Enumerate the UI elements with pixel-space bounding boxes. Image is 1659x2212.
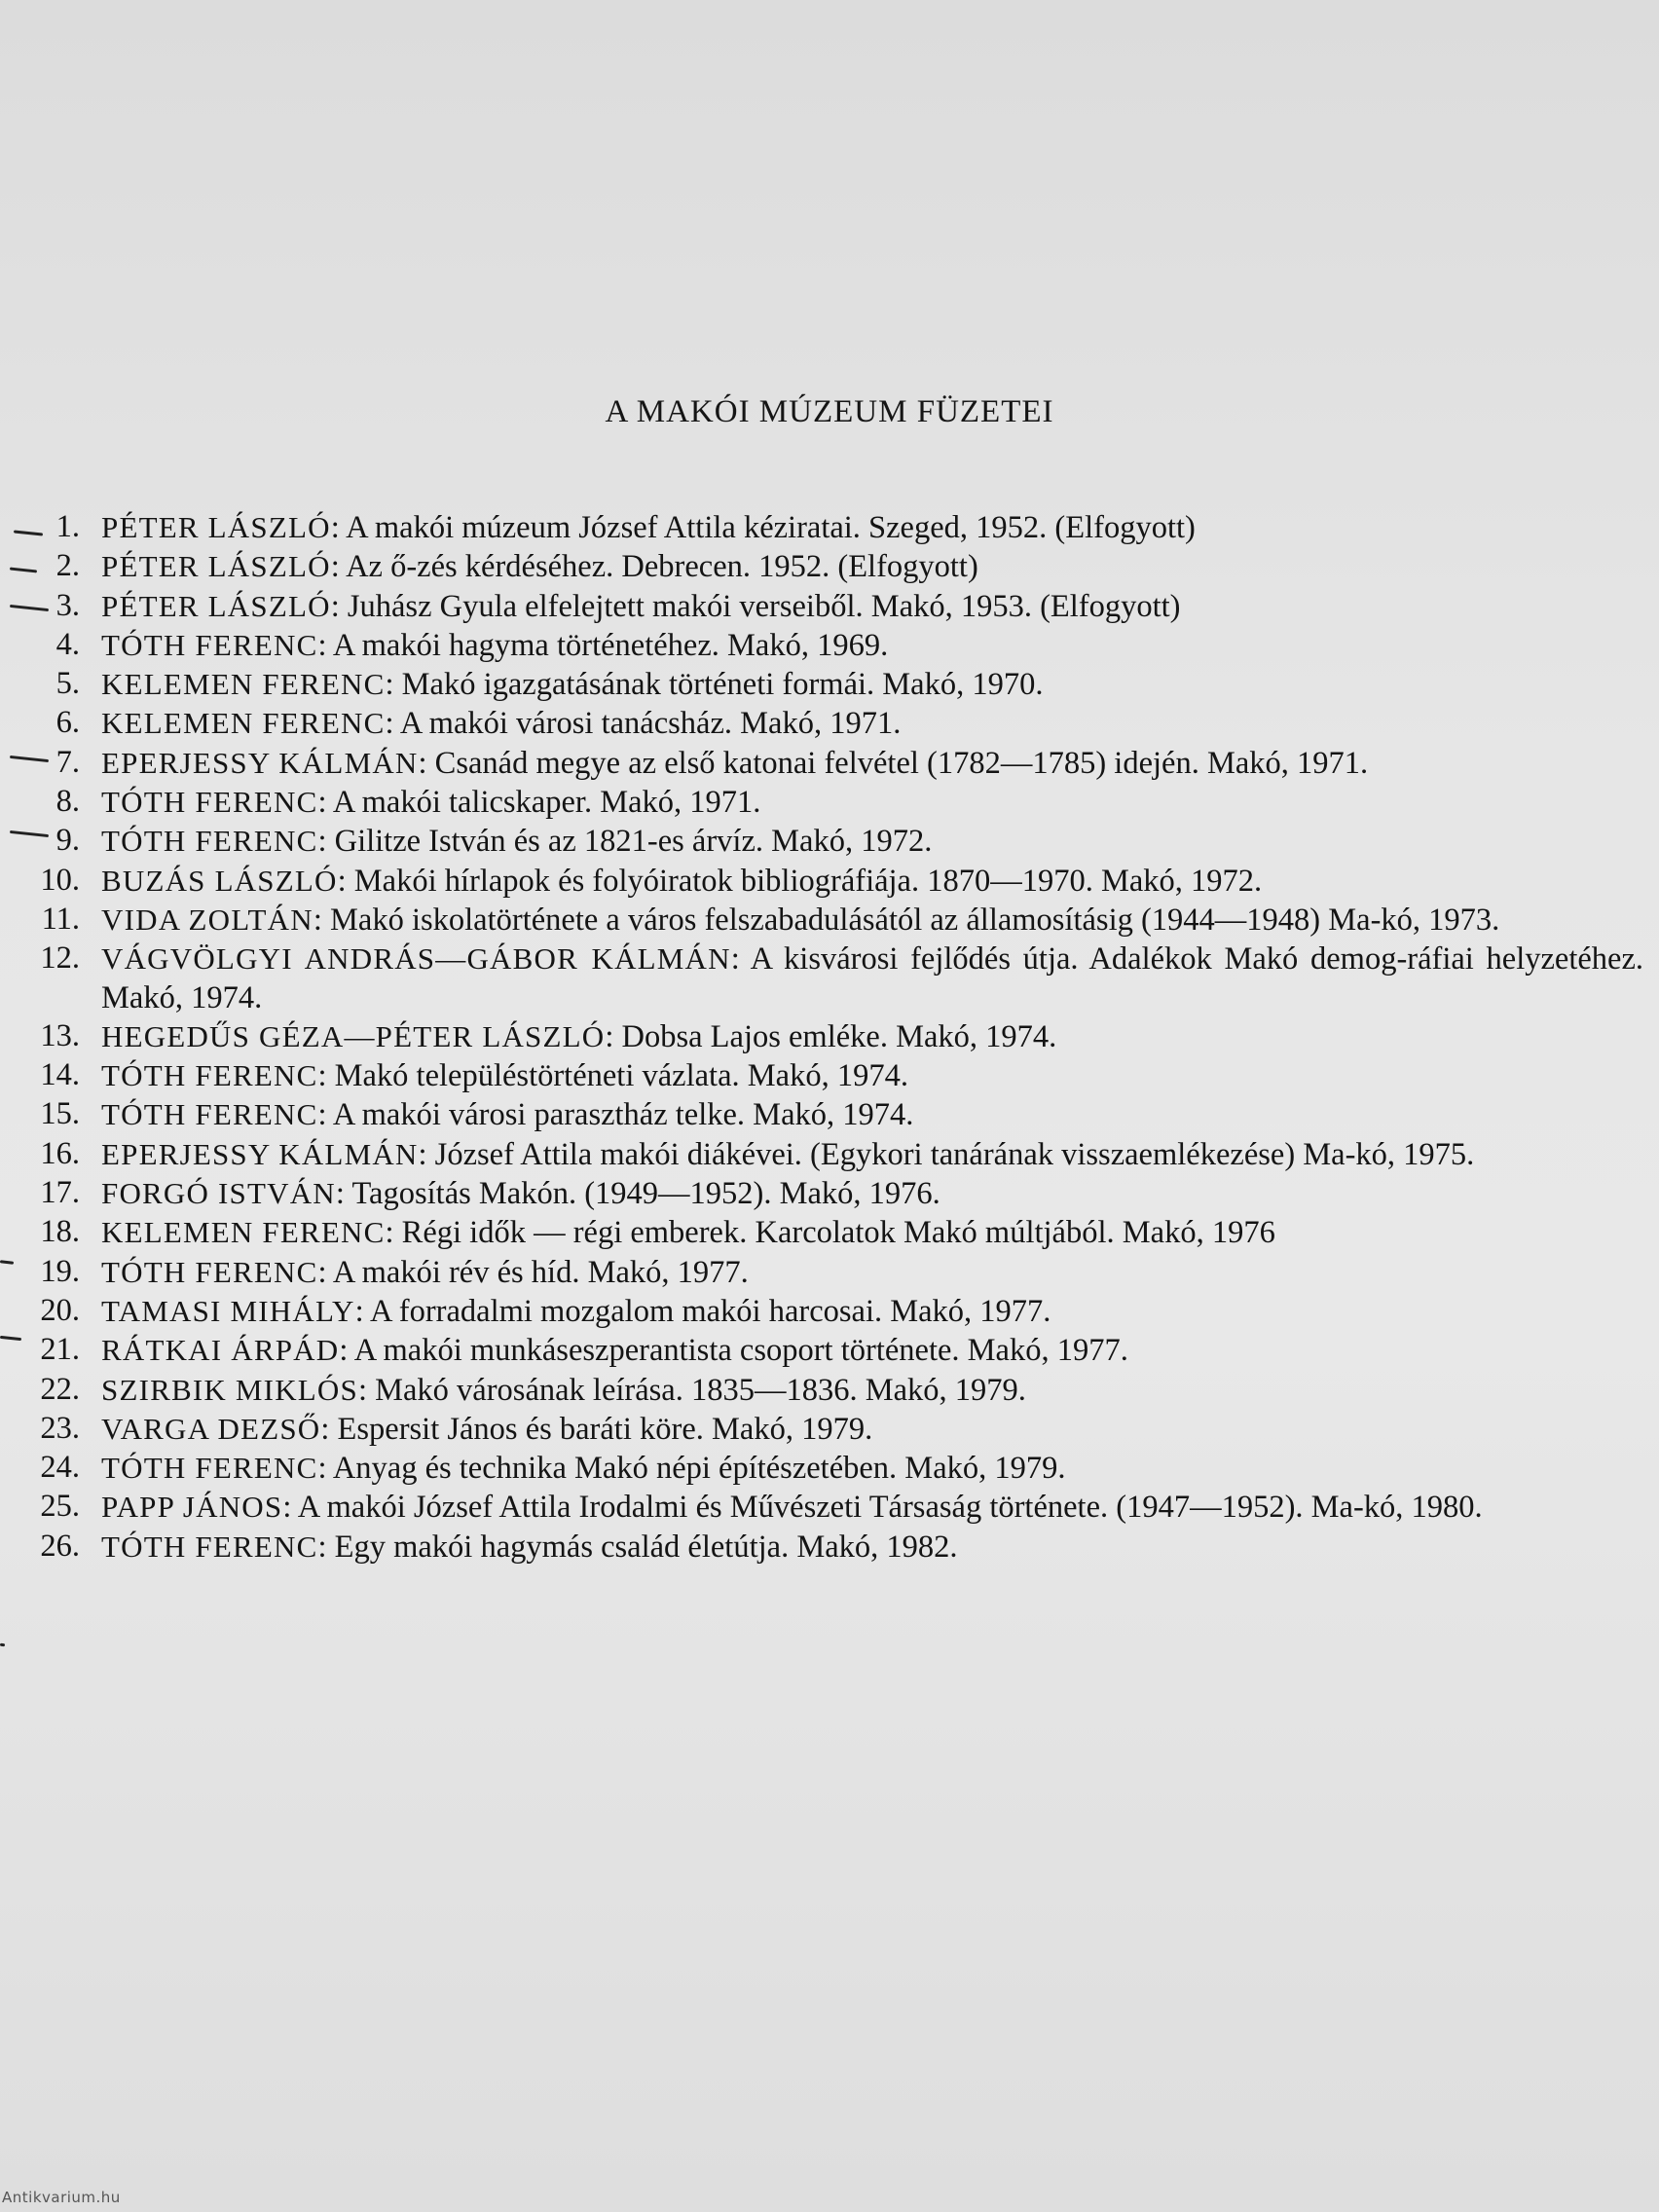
item-number: 26.: [40, 1528, 80, 1564]
list-item: [0, 1253, 1659, 1292]
item-title: : Régi idők — régi emberek. Karcolatok Makó múltjából. Makó, 1976: [385, 1215, 1275, 1251]
item-number: 24.: [40, 1450, 80, 1486]
item-title: : Tagosítás Makón. (1949—1952). Makó, 1976.: [335, 1176, 940, 1212]
item-text: [101, 822, 1643, 861]
item-text: [101, 1331, 1643, 1370]
item-title: : Makó iskolatörténete a város felszabadulásától az államosításig (1944—1948) Ma-kó, 1973.: [313, 902, 1500, 938]
item-author: PAPP JÁNOS: [101, 1490, 283, 1525]
item-number: 6.: [55, 705, 80, 741]
item-text: [101, 1174, 1643, 1213]
item-author: VIDA ZOLTÁN: [101, 902, 313, 937]
item-number: 2.: [55, 548, 80, 584]
item-text: [101, 1056, 1643, 1095]
list-item: [0, 1095, 1659, 1134]
list-item: [0, 1292, 1659, 1331]
item-author: TÓTH FERENC: [101, 824, 318, 859]
item-title: : Az ő-zés kérdéséhez. Debrecen. 1952. (Elfogyott): [330, 549, 978, 585]
list-item: [0, 940, 1659, 1017]
item-author: TÓTH FERENC: [101, 1097, 318, 1132]
item-title: : Makó igazgatásának történeti formái. Makó, 1970.: [385, 667, 1044, 703]
item-number: 14.: [40, 1057, 80, 1093]
item-author: FORGÓ ISTVÁN: [101, 1176, 336, 1211]
item-number: 25.: [40, 1489, 80, 1525]
item-title: : Egy makói hagymás család életútja. Makó, 1982.: [317, 1529, 958, 1565]
item-text: [101, 508, 1643, 547]
item-number: 22.: [40, 1371, 80, 1407]
item-title: : A makói városi parasztház telke. Makó, 1974.: [317, 1097, 914, 1133]
list-item: [0, 587, 1659, 626]
pencil-mark: [0, 1643, 5, 1647]
item-text: [101, 862, 1643, 901]
item-text: [101, 744, 1643, 783]
item-number: 5.: [55, 666, 80, 702]
item-number: 8.: [55, 784, 80, 820]
watermark: Antikvarium.hu: [2, 2189, 121, 2206]
item-text: [101, 626, 1643, 665]
item-author: VÁGVÖLGYI ANDRÁS—GÁBOR KÁLMÁN: [101, 941, 731, 977]
item-author: RÁTKAI ÁRPÁD: [101, 1333, 340, 1368]
item-title: : Dobsa Lajos emléke. Makó, 1974.: [605, 1018, 1057, 1054]
item-title: : A makói József Attila Irodalmi és Művészeti Társaság története. (1947—1952). Ma-kó, 1980.: [282, 1490, 1483, 1526]
item-title: : A forradalmi mozgalom makói harcosai. Makó, 1977.: [354, 1293, 1051, 1329]
item-author: TÓTH FERENC: [101, 627, 318, 662]
item-number: 4.: [55, 626, 80, 662]
item-author: PÉTER LÁSZLÓ: [101, 549, 331, 584]
item-text: [101, 665, 1643, 704]
list-item: [0, 626, 1659, 665]
item-author: SZIRBIK MIKLÓS: [101, 1372, 358, 1407]
item-text: [101, 1488, 1643, 1527]
item-title: : József Attila makói diákévei. (Egykori tanárának visszaemlékezése) Ma-kó, 1975.: [418, 1136, 1475, 1172]
item-title: : Makói hírlapok és folyóiratok bibliográfiája. 1870—1970. Makó, 1972.: [337, 863, 1263, 899]
item-author: VARGA DEZSŐ: [101, 1411, 321, 1446]
item-text: [101, 1135, 1643, 1174]
item-title: : Gilitze István és az 1821-es árvíz. Makó, 1972.: [317, 824, 933, 860]
item-number: 10.: [40, 862, 80, 898]
item-number: 12.: [40, 940, 80, 977]
item-number: 23.: [40, 1410, 80, 1446]
item-text: [101, 901, 1643, 940]
item-title: : A makói rév és híd. Makó, 1977.: [317, 1254, 749, 1290]
item-author: EPERJESSY KÁLMÁN: [101, 745, 419, 780]
item-number: 13.: [40, 1017, 80, 1053]
item-number: 21.: [40, 1332, 80, 1368]
list-item: [0, 744, 1659, 783]
list-item: [0, 704, 1659, 743]
publication-list: [0, 508, 1659, 1567]
list-item: [0, 1174, 1659, 1213]
document-title: A MAKÓI MÚZEUM FÜZETEI: [605, 394, 1054, 429]
item-author: TÓTH FERENC: [101, 1058, 318, 1093]
list-item: [0, 1017, 1659, 1056]
item-author: PÉTER LÁSZLÓ: [101, 588, 331, 623]
list-item: [0, 1488, 1659, 1527]
item-number: 9.: [55, 823, 80, 859]
item-author: PÉTER LÁSZLÓ: [101, 510, 331, 544]
item-text: [101, 1371, 1643, 1410]
item-number: 7.: [55, 744, 80, 780]
item-number: 15.: [40, 1096, 80, 1132]
item-text: [101, 587, 1643, 626]
list-item: [0, 783, 1659, 822]
item-text: [101, 704, 1643, 743]
item-title: : Csanád megye az első katonai felvétel (1782—1785) idején. Makó, 1971.: [418, 745, 1369, 781]
item-number: 11.: [41, 901, 80, 937]
item-text: [101, 1410, 1643, 1449]
item-author: EPERJESSY KÁLMÁN: [101, 1136, 419, 1171]
item-number: 16.: [40, 1135, 80, 1171]
list-item: [0, 822, 1659, 861]
item-author: TÓTH FERENC: [101, 1529, 318, 1564]
list-item: [0, 1135, 1659, 1174]
list-item: [0, 901, 1659, 940]
item-author: KELEMEN FERENC: [101, 706, 386, 741]
item-text: [101, 783, 1643, 822]
list-item: [0, 1331, 1659, 1370]
list-item: [0, 1528, 1659, 1567]
item-title: : A makói munkáseszperantista csoport története. Makó, 1977.: [339, 1333, 1128, 1369]
item-text: [101, 1528, 1643, 1567]
item-title: : A makói hagyma történetéhez. Makó, 1969.: [317, 627, 889, 663]
item-author: KELEMEN FERENC: [101, 667, 386, 702]
item-author: TÓTH FERENC: [101, 1254, 318, 1289]
item-author: TÓTH FERENC: [101, 785, 318, 820]
item-number: 18.: [40, 1214, 80, 1250]
item-number: 17.: [40, 1175, 80, 1211]
item-text: [101, 1213, 1643, 1252]
list-item: [0, 665, 1659, 704]
list-item: [0, 1449, 1659, 1488]
item-text: [101, 1292, 1643, 1331]
list-item: [0, 1056, 1659, 1095]
item-title: : A makói múzeum József Attila kéziratai. Szeged, 1952. (Elfogyott): [330, 510, 1196, 545]
list-item: [0, 1410, 1659, 1449]
item-title: : A kisvárosi fejlődés útja. Adalékok Makó demog-ráfiai helyzetéhez. Makó, 1974.: [101, 941, 1643, 1015]
item-number: 20.: [40, 1292, 80, 1328]
list-item: [0, 1371, 1659, 1410]
item-text: [101, 547, 1643, 586]
list-item: [0, 1213, 1659, 1252]
list-item: [0, 508, 1659, 547]
item-title: : A makói talicskaper. Makó, 1971.: [317, 785, 761, 821]
item-text: [101, 1095, 1643, 1134]
item-title: : Anyag és technika Makó népi építészetében. Makó, 1979.: [317, 1451, 1066, 1487]
item-author: KELEMEN FERENC: [101, 1215, 386, 1250]
item-text: [101, 1449, 1643, 1488]
item-number: 19.: [40, 1253, 80, 1289]
item-number: 3.: [55, 587, 80, 623]
item-text: [101, 940, 1643, 1017]
item-author: TÓTH FERENC: [101, 1451, 318, 1486]
item-title: : Espersit János és baráti köre. Makó, 1979.: [320, 1411, 873, 1447]
item-text: [101, 1017, 1643, 1056]
item-title: : Makó településtörténeti vázlata. Makó, 1974.: [317, 1058, 908, 1094]
item-author: TAMASI MIHÁLY: [101, 1293, 355, 1328]
item-author: HEGEDŰS GÉZA—PÉTER LÁSZLÓ: [101, 1018, 606, 1053]
item-number: 1.: [55, 509, 80, 544]
item-title: : Juhász Gyula elfelejtett makói verseiből. Makó, 1953. (Elfogyott): [330, 588, 1181, 624]
item-author: BUZÁS LÁSZLÓ: [101, 863, 338, 898]
list-item: [0, 862, 1659, 901]
list-item: [0, 547, 1659, 586]
item-text: [101, 1253, 1643, 1292]
item-title: : Makó városának leírása. 1835—1836. Makó, 1979.: [357, 1372, 1026, 1408]
item-title: : A makói városi tanácsház. Makó, 1971.: [385, 706, 902, 742]
